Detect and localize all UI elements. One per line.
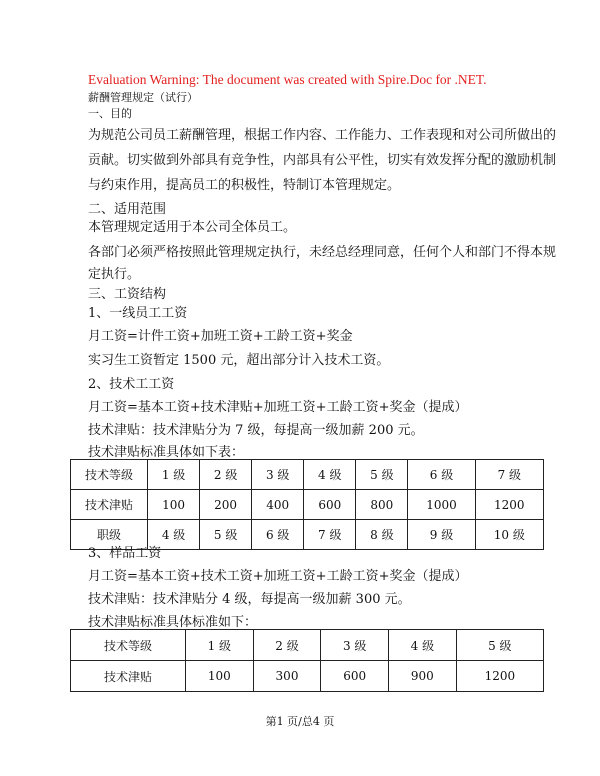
paragraph-line: 各部门必须严格按照此管理规定执行，未经总经理同意，任何个人和部门不得本规 bbox=[88, 245, 557, 260]
technician-allowance-table bbox=[70, 459, 544, 550]
table-cell: 1 级 bbox=[148, 460, 200, 490]
subsection-heading: 3、样品工资 bbox=[88, 546, 162, 561]
paragraph-line: 实习生工资暂定 1500 元，超出部分计入技术工资。 bbox=[88, 353, 390, 368]
table-cell: 200 bbox=[200, 490, 252, 520]
table-caption: 技术津贴标准具体标准如下： bbox=[88, 615, 258, 630]
table-cell: 800 bbox=[356, 490, 408, 520]
table-cell: 300 bbox=[253, 661, 321, 692]
paragraph-line: 技术津贴：技术津贴分为 7 级，每提高一级加薪 200 元。 bbox=[88, 423, 424, 438]
table-row bbox=[71, 490, 544, 520]
page-footer: 第1 页/总4 页 bbox=[265, 715, 335, 728]
table-row-header: 技术津贴 bbox=[71, 661, 186, 692]
table-cell: 600 bbox=[304, 490, 356, 520]
document-title: 薪酬管理规定（试行） bbox=[88, 91, 198, 104]
salary-formula: 月工资=基本工资+技术津贴+加班工资+工龄工资+奖金（提成） bbox=[88, 400, 468, 415]
table-cell: 10 级 bbox=[475, 520, 543, 550]
table-caption: 技术津贴标准具体如下表： bbox=[88, 445, 245, 460]
table-cell: 5 级 bbox=[200, 520, 252, 550]
table-cell: 4 级 bbox=[148, 520, 200, 550]
table-row-header: 技术津贴 bbox=[71, 490, 148, 520]
table-cell: 1200 bbox=[456, 661, 543, 692]
table-cell: 6 级 bbox=[408, 460, 475, 490]
table-row-header: 职级 bbox=[71, 520, 148, 550]
salary-formula: 月工资=计件工资+加班工资+工龄工资+奖金 bbox=[88, 329, 353, 344]
table-row bbox=[71, 460, 544, 490]
paragraph-line: 贡献。切实做到外部具有竞争性，内部具有公平性，切实有效发挥分配的激励机制 bbox=[88, 153, 557, 168]
table-cell: 6 级 bbox=[252, 520, 304, 550]
subsection-heading: 1、一线员工工资 bbox=[88, 306, 188, 321]
table-cell: 7 级 bbox=[304, 520, 356, 550]
table-cell: 7 级 bbox=[475, 460, 543, 490]
table-cell: 4 级 bbox=[389, 630, 457, 661]
table-cell: 2 级 bbox=[200, 460, 252, 490]
table-row-header: 技术等级 bbox=[71, 630, 186, 661]
table-cell: 1000 bbox=[408, 490, 475, 520]
table-cell: 600 bbox=[321, 661, 389, 692]
table-cell: 5 级 bbox=[356, 460, 408, 490]
table-cell: 100 bbox=[148, 490, 200, 520]
paragraph-line: 技术津贴：技术津贴分 4 级，每提高一级加薪 300 元。 bbox=[88, 592, 411, 607]
salary-formula: 月工资=基本工资+技术工资+加班工资+工龄工资+奖金（提成） bbox=[88, 569, 468, 584]
section-heading-purpose: 一、目的 bbox=[88, 107, 132, 120]
section-heading-scope: 二、适用范围 bbox=[88, 202, 167, 217]
section-heading-salary-structure: 三、工资结构 bbox=[88, 287, 167, 302]
paragraph-line: 本管理规定适用于本公司全体员工。 bbox=[88, 220, 297, 235]
table-row-header: 技术等级 bbox=[71, 460, 148, 490]
sample-allowance-table bbox=[70, 629, 544, 692]
table-cell: 5 级 bbox=[456, 630, 543, 661]
subsection-heading: 2、技术工工资 bbox=[88, 377, 175, 392]
evaluation-warning: Evaluation Warning: The document was created with Spire.Doc for .NET. bbox=[88, 72, 487, 87]
paragraph-line: 为规范公司员工薪酬管理，根据工作内容、工作能力、工作表现和对公司所做出的 bbox=[88, 128, 557, 143]
paragraph-line: 与约束作用，提高员工的积极性，特制订本管理规定。 bbox=[88, 178, 401, 193]
table-cell: 100 bbox=[186, 661, 254, 692]
paragraph-line: 定执行。 bbox=[88, 267, 141, 282]
table-cell: 3 级 bbox=[252, 460, 304, 490]
table-cell: 3 级 bbox=[321, 630, 389, 661]
table-cell: 900 bbox=[389, 661, 457, 692]
table-row bbox=[71, 661, 544, 692]
table-cell: 9 级 bbox=[408, 520, 475, 550]
table-row bbox=[71, 630, 544, 661]
table-cell: 4 级 bbox=[304, 460, 356, 490]
table-cell: 400 bbox=[252, 490, 304, 520]
table-cell: 1 级 bbox=[186, 630, 254, 661]
table-cell: 8 级 bbox=[356, 520, 408, 550]
table-cell: 1200 bbox=[475, 490, 543, 520]
table-cell: 2 级 bbox=[253, 630, 321, 661]
